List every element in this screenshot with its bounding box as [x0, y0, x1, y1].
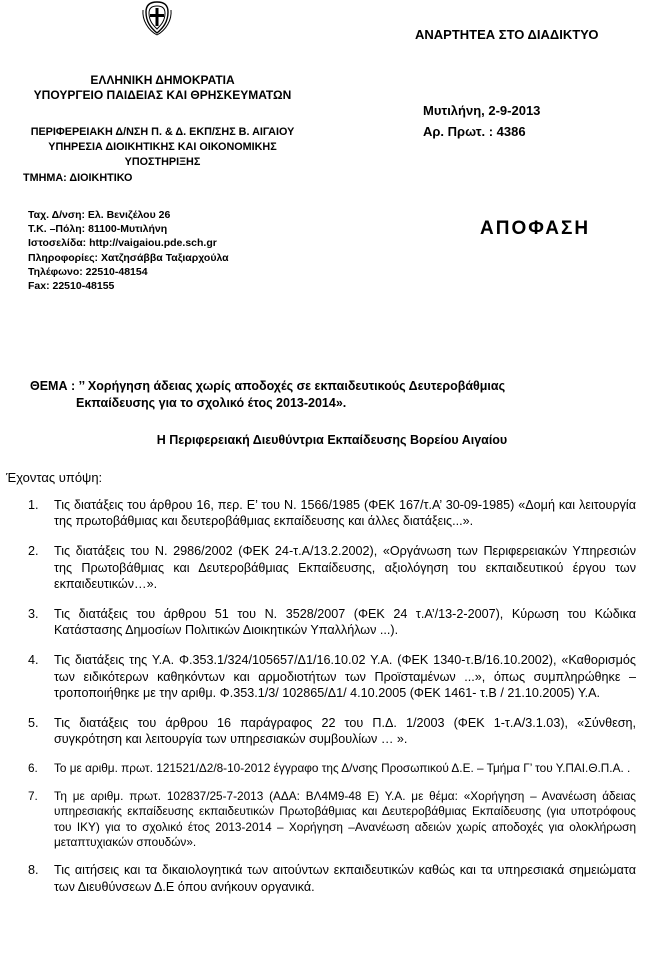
service-line-1: ΥΠΗΡΕΣΙΑ ΔΙΟΙΚΗΤΙΚΗΣ ΚΑΙ ΟΙΚΟΝΟΜΙΚΗΣ [48, 141, 277, 153]
list-item: 2. Τις διατάξεις του Ν. 2986/2002 (ΦΕΚ 24-τ.Α/13.2.2002), «Οργάνωση των Περιφερειακών Υπηρεσιών της Πρωτοβάθμιας και Δευτεροβάθμιας Εκπαίδευσης, αξιολόγηση του εκπαιδευτικού έργου των εκπαιδευτικών…». [28, 544, 636, 591]
posting-notice: ΑΝΑΡΤΗΤΕΑ ΣΤΟ ΔΙΑΔΙΚΤΥΟ [415, 27, 599, 42]
considering-label: Έχοντας υπόψη: [6, 470, 103, 485]
list-item: 4. Τις διατάξεις της Υ.Α. Φ.353.1/324/105657/Δ1/16.10.02 Υ.Α. (ΦΕΚ 1340-τ.Β/16.10.2002), «Καθορισμός των ειδικότερων καθηκόντων και αρμοδιοτήτων των Προϊσταμένων ...», όπως συμπληρώθηκε – τροποποιήθηκε με την αριθμ. Φ.353.1/3/ 102865/Δ1/ 4.10.2005 (ΦΕΚ 1461- τ.Β / 21.10.2005) Υ.Α. [28, 653, 636, 700]
directorate-heading: ΠΕΡΙΦΕΡΕΙΑΚΗ Δ/ΝΣΗ Π. & Δ. ΕΚΠ/ΣΗΣ Β. ΑΙΓΑΙΟΥ [30, 126, 295, 138]
place-date: Μυτιλήνη, 2-9-2013 [423, 103, 541, 118]
ministry-heading: ΥΠΟΥΡΓΕΙΟ ΠΑΙΔΕΙΑΣ ΚΑΙ ΘΡΗΣΚΕΥΜΑΤΩΝ [33, 88, 292, 102]
list-item: 6. Το με αριθμ. πρωτ. 121521/Δ2/8-10-2012 έγγραφο της Δ/νσης Προσωπικού Δ.Ε. – Τμήμα Γ’ του Υ.ΠΑΙ.Θ.Π.Α. . [28, 761, 631, 776]
contact-postal: Τ.Κ. –Πόλη: 81100-Μυτιλήνη [28, 223, 168, 236]
contact-block [28, 208, 229, 293]
decision-title: ΑΠΟΦΑΣΗ [480, 218, 591, 239]
considerations-list [28, 497, 636, 909]
contact-info: Πληροφορίες: Χατζησάββα Ταξιαρχούλα [28, 251, 229, 264]
republic-heading: ΕΛΛΗΝΙΚΗ ΔΗΜΟΚΡΑΤΙΑ [90, 73, 235, 87]
service-line-2: ΥΠΟΣΤΗΡΙΞΗΣ [124, 156, 201, 168]
list-item: 1. Τις διατάξεις του άρθρου 16, περ. Ε’ του Ν. 1566/1985 (ΦΕΚ 167/τ.Α’ 30-09-1985) «Δομή και λειτουργία της πρωτοβάθμιας και δευτεροβάθμιας εκπαίδευσης και άλλες διατάξεις...». [28, 498, 636, 529]
list-item: 3. Τις διατάξεις του άρθρου 51 του Ν. 3528/2007 (ΦΕΚ 24 τ.Α’/13-2-2007), Κύρωση του Κώδικα Κατάστασης Δημοσίων Πολιτικών Διοικητικών Υπαλλήλων ...). [28, 607, 636, 638]
director-heading: Η Περιφερειακή Διευθύντρια Εκπαίδευσης Βορείου Αιγαίου [156, 433, 508, 447]
department-heading: ΤΜΗΜΑ: ΔΙΟΙΚΗΤΙΚΟ [23, 172, 133, 184]
subject-line-2: Εκπαίδευσης για το σχολικό έτος 2013-2014». [76, 396, 347, 410]
protocol-number: Αρ. Πρωτ. : 4386 [423, 124, 526, 139]
contact-website: Ιστοσελίδα: http://vaigaiou.pde.sch.gr [28, 237, 217, 250]
contact-phone: Τηλέφωνο: 22510-48154 [28, 265, 148, 278]
list-item: 7. Τη με αριθμ. πρωτ. 102837/25-7-2013 (ΑΔΑ: ΒΛ4Μ9-48 Ε) Υ.Α. με θέμα: «Χορήγηση – Ανανέωση άδειας υπηρεσιακής εκπαίδευσης εκπαιδευτικών Πρωτοβάθμιας και Δευτεροβάθμιας Εκπαίδευσης (για υποτρόφους του ΙΚΥ) για το σχολικό έτος 2013-2014 – Χορήγηση –Ανανέωση αδειών χωρίς αποδοχές για ολοκλήρωση μεταπτυχιακών σπουδών». [28, 788, 636, 850]
subject-block [30, 378, 650, 412]
list-item: 5. Τις διατάξεις του άρθρου 16 παράγραφος 22 του Π.Δ. 1/2003 (ΦΕΚ 1-τ.Α/3.1.03), «Σύνθεση, συγκρότηση και λειτουργία των υπηρεσιακών συμβουλίων … ». [28, 716, 636, 747]
subject-line-1: ΘΕΜΑ : ’’ Χορήγηση άδειας χωρίς αποδοχές σε εκπαιδευτικούς Δευτεροβάθμιας [30, 379, 506, 393]
greek-emblem-icon [140, 0, 174, 36]
contact-address: Ταχ. Δ/νση: Ελ. Βενιζέλου 26 [28, 209, 171, 221]
contact-fax: Fax: 22510-48155 [28, 280, 115, 293]
list-item: 8. Τις αιτήσεις και τα δικαιολογητικά των αιτούντων εκπαιδευτικών καθώς και τα υπηρεσιακά σημειώματα των Διευθύνσεων Δ.Ε όπου ανήκουν οργανικά. [28, 863, 636, 894]
